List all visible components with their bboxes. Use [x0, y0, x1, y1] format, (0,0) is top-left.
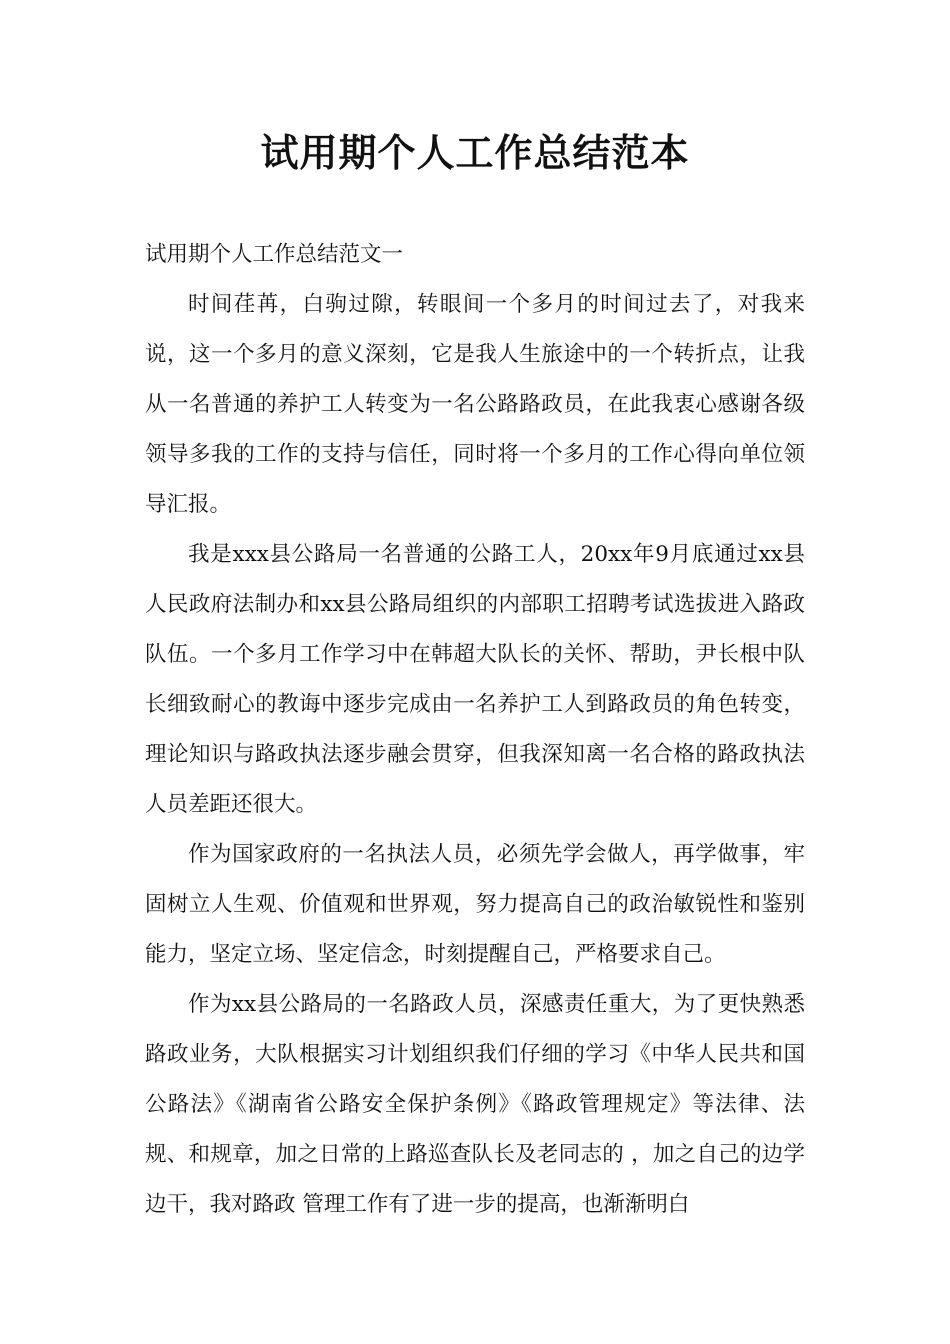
paragraph-1: 时间荏苒，白驹过隙，转眼间一个多月的时间过去了，对我来说，这一个多月的意义深刻，它是我人生旅途中的一个转折点，让我从一名普通的养护工人转变为一名公路路政员，在此我衷心感谢各级领导多我的工作的支持与信任，同时将一个多月的工作心得向单位领导汇报。: [145, 292, 805, 517]
paragraph-3: 作为国家政府的一名执法人员，必须先学会做人，再学做事，牢固树立人生观、价值观和世界观，努力提高自己的政治敏锐性和鉴别能力，坚定立场、坚定信念，时刻提醒自己，严格要求自己。: [145, 842, 805, 967]
section-subheading: 试用期个人工作总结范文一: [145, 242, 404, 267]
document-title: 试用期个人工作总结范本: [260, 131, 690, 175]
paragraph-2: 我是xxx县公路局一名普通的公路工人，20xx年9月底通过xx县人民政府法制办和xx县公路局组织的内部职工招聘考试选拔进入路政队伍。一个多月工作学习中在韩超大队长的关怀、帮助，尹长根中队长细致耐心的教诲中逐步完成由一名养护工人到路政员的角色转变，理论知识与路政执法逐步融会贯穿，但我深知离一名合格的路政执法人员差距还很大。: [145, 542, 805, 817]
paragraph-4: 作为xx县公路局的一名路政人员，深感责任重大，为了更快熟悉路政业务，大队根据实习计划组织我们仔细的学习《中华人民共和国公路法》《湖南省公路安全保护条例》《路政管理规定》等法律、法规、和规章，加之日常的上路巡查队长及老同志的 ，加之自己的边学边干，我对路政 管理工作有了进一步的提高，也渐渐明白: [145, 992, 805, 1217]
document-body: [145, 230, 805, 1230]
